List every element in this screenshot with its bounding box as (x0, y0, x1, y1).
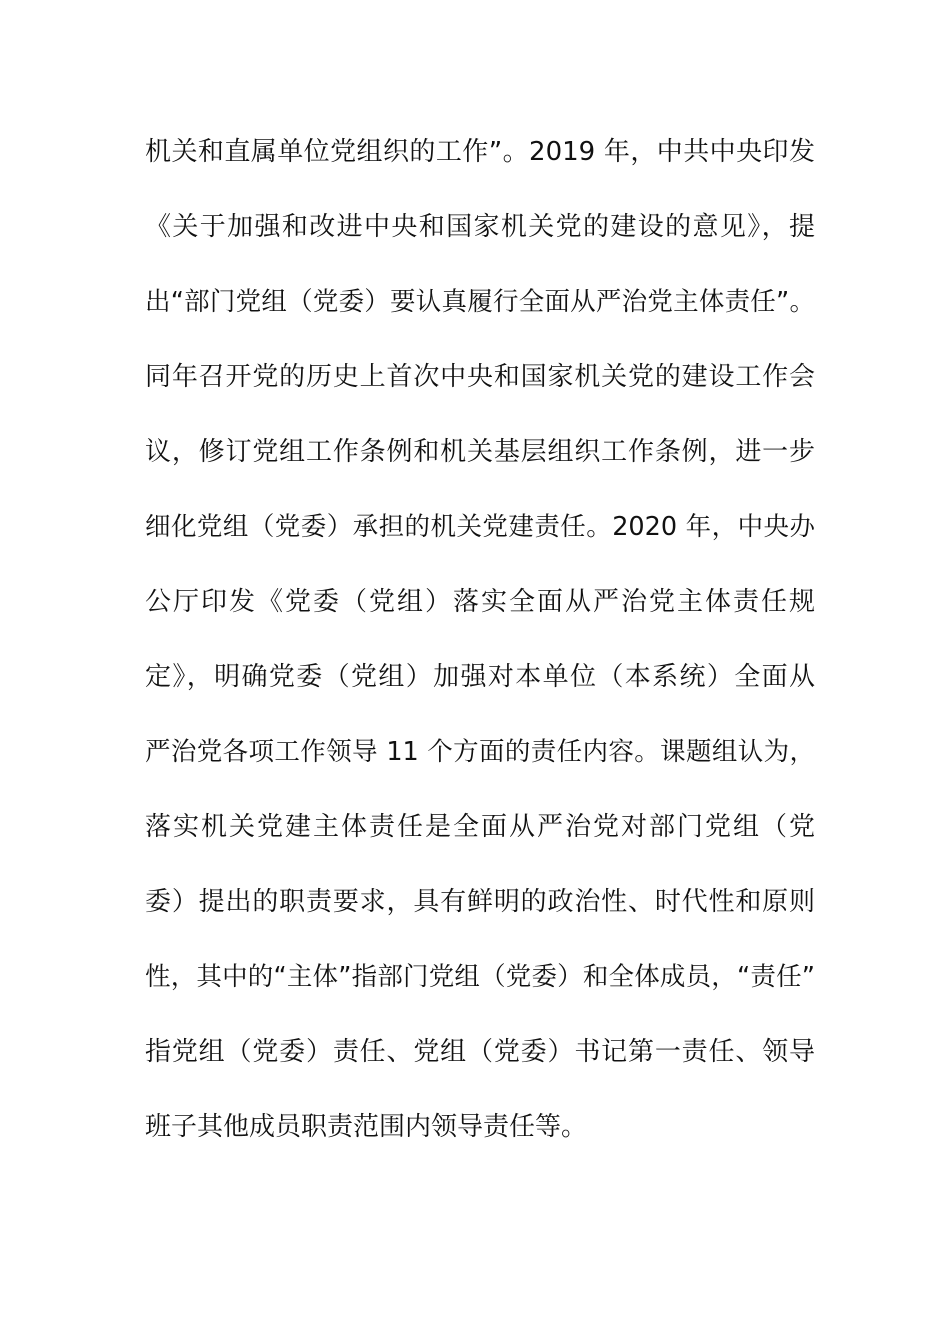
paragraph-line-3: 出“部门党组（党委）要认真履行全面从严治党主体责任”。 (145, 287, 815, 317)
paragraph-line-7: 公厅印发《党委（党组）落实全面从严治党主体责任规 (145, 587, 815, 617)
paragraph-line-6: 细化党组（党委）承担的机关党建责任。2020 年，中央办 (145, 512, 815, 542)
paragraph-line-14: 班子其他成员职责范围内领导责任等。 (145, 1112, 588, 1142)
paragraph-line-2: 《关于加强和改进中央和国家机关党的建设的意见》，提 (145, 212, 815, 242)
paragraph-line-5: 议，修订党组工作条例和机关基层组织工作条例，进一步 (145, 437, 815, 467)
paragraph-line-1: 机关和直属单位党组织的工作”。2019 年，中共中央印发 (145, 137, 815, 167)
paragraph-line-10: 落实机关党建主体责任是全面从严治党对部门党组（党 (145, 812, 815, 842)
paragraph-line-13: 指党组（党委）责任、党组（党委）书记第一责任、领导 (145, 1037, 815, 1067)
paragraph-line-4: 同年召开党的历史上首次中央和国家机关党的建设工作会 (145, 362, 815, 392)
paragraph-line-8: 定》，明确党委（党组）加强对本单位（本系统）全面从 (145, 662, 815, 692)
paragraph-line-12: 性，其中的“主体”指部门党组（党委）和全体成员，“责任” (145, 962, 815, 992)
paragraph-line-11: 委）提出的职责要求，具有鲜明的政治性、时代性和原则 (145, 887, 815, 917)
paragraph-line-9: 严治党各项工作领导 11 个方面的责任内容。课题组认为， (145, 737, 815, 767)
body-paragraph (145, 128, 815, 1178)
